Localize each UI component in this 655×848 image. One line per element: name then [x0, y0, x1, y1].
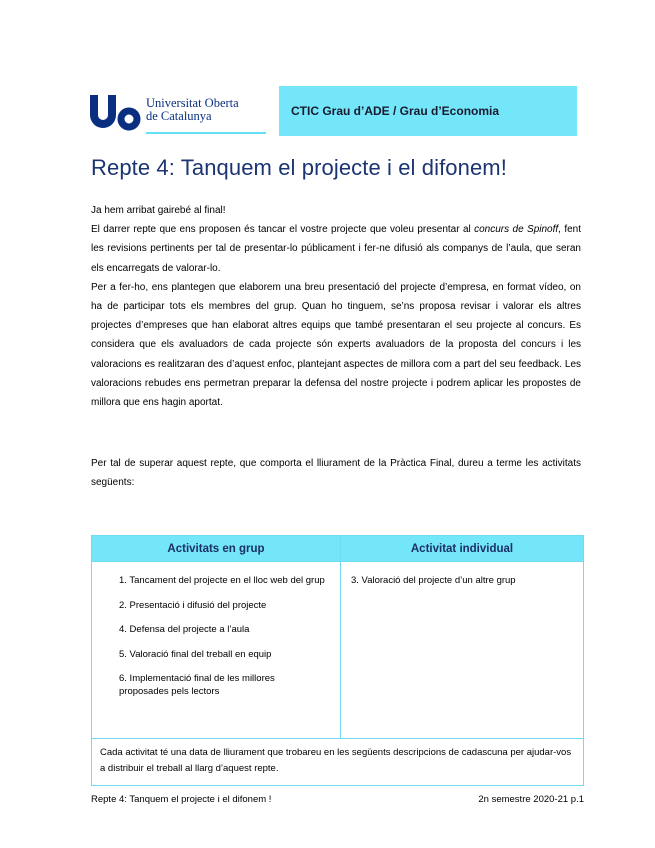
page-title: Repte 4: Tanquem el projecte i el difonem!: [91, 155, 507, 180]
footer-page-info: 2n semestre 2020-21 p.1: [478, 794, 584, 805]
uoc-logo: [88, 87, 266, 137]
list-item: 4. Defensa del projecte a l’aula: [119, 624, 250, 635]
logo-underline: [146, 132, 266, 134]
activities-table: [91, 535, 584, 786]
individual-activity-cell: 3. Valoració del projecte d’un altre grup: [341, 562, 584, 739]
logo-text-line2: de Catalunya: [146, 109, 212, 123]
list-item: 6. Implementació final de les millores proposades pels lectors: [119, 673, 275, 697]
uoc-logo-text: [146, 97, 239, 123]
program-name: CTIC Grau d’ADE / Grau d’Economia: [291, 104, 500, 118]
intro-text: [91, 201, 581, 412]
program-banner: [279, 86, 577, 136]
logo-text-line1: Universitat Oberta: [146, 96, 239, 110]
group-activities-header: Activitats en grup: [92, 536, 341, 562]
paragraph-3: Per a fer-ho, ens plantegen que elaborem una breu presentació del projecte d’empresa, en format vídeo, on ha de participar tots els membres del grup. Quan ho tinguem, se’ns proposa revisar i valorar els altres projectes d’empreses que han elaborat altres equips que també presentaran el seu projecte al concurs. Es considera que els avaluadors de cada projecte són experts avaluadors de la proposta del concurs i les valoracions es realitzaran des d’aquest enfoc, plantejant aspectes de millora com a part del seu feedback. Les valoracions rebudes ens permetran preparar la defensa del nostre projecte i podrem aplicar les propostes de millora que ens hagin aportat.: [91, 281, 581, 409]
group-activities-cell: [92, 562, 341, 739]
individual-activity-header: Activitat individual: [341, 536, 584, 562]
paragraph-1: Ja hem arribat gairebé al final!: [91, 205, 226, 216]
paragraph-2: El darrer repte que ens proposen és tancar el vostre projecte que voleu presentar al concurs de Spinoff, fent les revisions pertinents per tal de presentar-lo públicament i fer-ne difusió als companys de l’aula, que seran els encarregats de valorar-lo.: [91, 224, 581, 274]
delivery-note: Cada activitat té una data de lliurament que trobareu en les següents descripcions de cadascuna per ajudar-vos a distribuir el treball al llarg d’aquest repte.: [92, 739, 584, 786]
list-item: 1. Tancament del projecte en el lloc web del grup: [119, 575, 325, 586]
list-item: 2. Presentació i difusió del projecte: [119, 599, 267, 611]
group-activities-list: [93, 575, 339, 698]
footer-title: Repte 4: Tanquem el projecte i el difonem !: [91, 794, 272, 805]
paragraph-4: Per tal de superar aquest repte, que comporta el lliurament de la Pràctica Final, dureu a terme les activitats següents:: [91, 458, 581, 489]
uoc-logo-mark: [88, 91, 144, 135]
list-item: 5. Valoració final del treball en equip: [119, 648, 272, 660]
